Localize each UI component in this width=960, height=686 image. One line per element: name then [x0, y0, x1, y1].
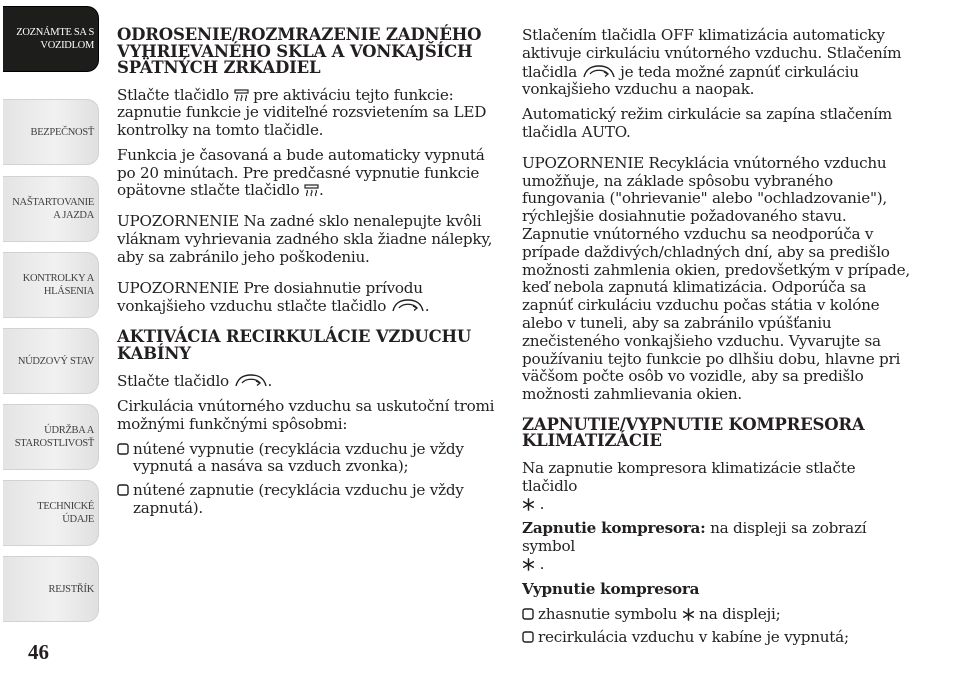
text: UPOZORNENIE Pre dosiahnutie prívodu vonkajšieho vzduchu stlačte tlačidlo — [117, 278, 423, 316]
tab-label-line1: REJSTŘÍK — [48, 583, 94, 595]
tab-udrzba-a-starostlivost[interactable] — [3, 404, 99, 470]
paragraph — [117, 372, 497, 391]
tab-nudzovy-stav[interactable] — [3, 328, 99, 394]
section-heading-rear-defrost — [117, 27, 497, 77]
tab-label-line2: STAROSTLIVOSŤ — [14, 438, 94, 449]
page-number: 46 — [28, 640, 49, 664]
right-column — [522, 27, 912, 653]
text: na displeji; — [699, 604, 781, 623]
list-item-text: recirkulácia vzduchu v kabíne je vypnutá; — [538, 628, 849, 647]
tab-label-line2: ÚDAJE — [62, 514, 94, 525]
label: Zapnutie kompresora: — [522, 519, 706, 538]
text: Na zapnutie kompresora klimatizácie stlačte tlačidlo — [522, 458, 856, 495]
snowflake-icon — [682, 608, 695, 621]
list-item — [117, 441, 497, 477]
tab-label-line1: KONTROLKY A — [22, 273, 94, 284]
list-item-text: nútené zapnutie (recyklácia vzduchu je vždy zapnutá). — [133, 481, 464, 518]
snowflake-icon — [522, 558, 535, 571]
paragraph: Cirkulácia vnútorného vzduchu sa uskutoční tromi možnými funkčnými spôsobmi: — [117, 397, 495, 433]
tab-label-line2: A JAZDA — [53, 210, 94, 221]
checkbox-bullet-icon — [522, 606, 538, 624]
list-item — [522, 629, 912, 647]
paragraph: Automatický režim cirkulácie sa zapína stlačením tlačidla AUTO. — [522, 105, 892, 141]
tab-label-line1: NÚDZOVÝ STAV — [17, 355, 94, 367]
air-recirculation-icon — [234, 372, 268, 388]
heading-line: SPÄTNÝCH ZRKADIEL — [117, 58, 321, 77]
heading-line: ZAPNUTIE/VYPNUTIE KOMPRESORA — [522, 414, 865, 434]
tab-label-line1: ZOZNÁMTE SA S — [16, 27, 94, 38]
left-column — [117, 27, 497, 524]
text: . — [539, 494, 545, 513]
checkbox-bullet-icon — [117, 441, 133, 477]
text: Funkcia je časovaná a bude automaticky vypnutá po 20 minútach. Pre predčasné vypnutie funkcie opätovne stlačte tlačidlo — [117, 145, 485, 200]
heading-line: KLIMATIZÁCIE — [522, 431, 662, 451]
heading-line: ODROSENIE/ROZMRAZENIE ZADNÉHO — [117, 25, 482, 44]
text: na displeji sa zobrazí symbol — [522, 519, 867, 556]
tab-rejstrik[interactable] — [3, 556, 99, 622]
list-item-text: nútené vypnutie (recyklácia vzduchu je vždy vypnutá a nasáva sa vzduch zvonka); — [133, 439, 464, 476]
air-recirculation-icon — [391, 297, 425, 313]
text: Stlačením tlačidla OFF klimatizácia automaticky aktivuje cirkuláciu vnútorného vzduchu. Stlačením tlačidla — [522, 26, 902, 81]
heading-line: AKTIVÁCIA RECIRKULÁCIE VZDUCHU — [117, 327, 472, 347]
paragraph — [522, 460, 912, 513]
tab-label-line2: HLÁSENIA — [43, 286, 94, 297]
list-item-text — [538, 606, 912, 624]
paragraph — [117, 147, 497, 200]
checkbox-bullet-icon — [522, 629, 538, 647]
rear-defrost-icon — [304, 184, 319, 197]
tab-label-line1: ÚDRŽBA A — [44, 425, 94, 436]
tab-label-line1: BEZPEČNOSŤ — [30, 126, 94, 138]
tab-label-line1: TECHNICKÉ — [37, 501, 94, 512]
tab-bezpecnost[interactable] — [3, 99, 99, 165]
checkbox-bullet-icon — [117, 482, 133, 518]
tab-zoznamte-sa-s-vozidlom[interactable] — [3, 6, 99, 72]
air-recirculation-icon — [582, 63, 616, 79]
text: je teda možné zapnúť cirkuláciu vonkajšieho vzduchu a naopak. — [522, 62, 859, 99]
tab-label-line2: VOZIDLOM — [40, 40, 94, 51]
snowflake-icon — [522, 498, 535, 511]
tab-label-line1: NAŠTARTOVANIE — [12, 197, 94, 208]
list-item — [522, 606, 912, 624]
tab-technicke-udaje[interactable] — [3, 480, 99, 546]
paragraph — [117, 87, 497, 140]
text: . — [424, 297, 430, 316]
heading-line: KABÍNY — [117, 343, 191, 363]
section-heading-recirculation — [117, 329, 497, 362]
text: zhasnutie symbolu — [538, 604, 678, 623]
paragraph — [522, 581, 912, 599]
text: Stlačte tlačidlo — [117, 372, 229, 391]
text: . — [539, 554, 545, 573]
heading-line: VYHRIEVANÉHO SKLA A VONKAJŠÍCH — [117, 41, 473, 61]
rear-defrost-icon — [234, 89, 249, 102]
text: pre aktiváciu tejto funkcie: zapnutie funkcie je viditeľné rozsvietením sa LED kontrolky na tomto tlačidle. — [117, 85, 487, 140]
list-item — [117, 482, 497, 518]
paragraph — [522, 520, 912, 573]
tab-nastartovanie-a-jazda[interactable] — [3, 176, 99, 242]
text: . — [267, 372, 273, 391]
paragraph — [522, 27, 912, 99]
text: Stlačte tlačidlo — [117, 85, 229, 104]
warning-paragraph: UPOZORNENIE Na zadné sklo nenalepujte kvôli vláknam vyhrievania zadného skla žiadne nálepky, aby sa zabránilo jeho poškodeniu. — [117, 212, 493, 266]
text: . — [319, 181, 324, 200]
warning-paragraph — [117, 280, 497, 317]
warning-paragraph: UPOZORNENIE Recyklácia vnútorného vzduchu umožňuje, na základe spôsobu vybraného fungovania ("ohrievanie" alebo "ochladzovanie"), rýchlejšie dosiahnutie požadovaného stavu. Zapnutie vnútorného vzduchu sa neodporúča v prípade daždivých/chladných dní, aby sa predišlo možnosti zahmlenia okien, predovšetkým v prípade, keď nebola zapnutá klimatizácia. Odporúča sa zapnúť cirkuláciu vzduchu počas státia v kolóne alebo v tuneli, aby sa zabránilo vpúšťaniu znečisteného vonkajšieho vzduchu. Vyvarujte sa používaniu tejto funkcie po dlhšiu dobu, hlavne pri väčšom počte osôb vo vozidle, aby sa predišlo možnosti zahmlievania okien. — [522, 153, 910, 404]
section-heading-compressor — [522, 414, 912, 451]
tab-kontrolky-a-hlasenia[interactable] — [3, 252, 99, 318]
label: Vypnutie kompresora — [522, 579, 700, 598]
